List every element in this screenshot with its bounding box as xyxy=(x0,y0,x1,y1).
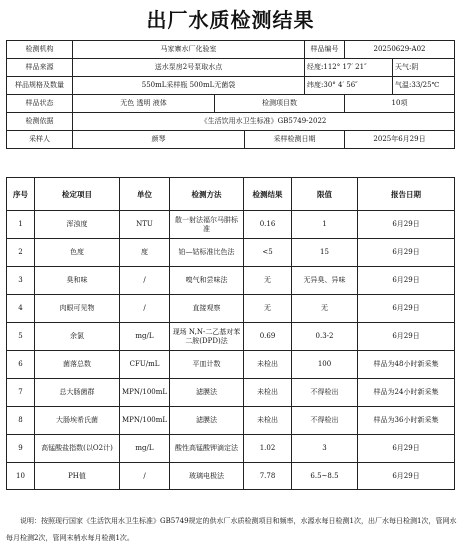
cell-date: 样品为24小时新采集 xyxy=(358,379,455,407)
cell-limit: 0.3-2 xyxy=(292,323,358,351)
longitude-label: 经度: xyxy=(307,63,324,71)
cell-result: 1.02 xyxy=(244,435,292,463)
cell-index: 6 xyxy=(7,351,35,379)
cell-index: 8 xyxy=(7,407,35,435)
cell-limit: 不得检出 xyxy=(292,379,358,407)
basis-label: 检测依据 xyxy=(7,113,73,131)
cell-unit: / xyxy=(120,295,170,323)
cell-unit: 度 xyxy=(120,239,170,267)
cell-date: 6月29日 xyxy=(358,323,455,351)
header-method: 检测方法 xyxy=(170,178,244,211)
cell-limit: 1 xyxy=(292,211,358,239)
cell-limit: 100 xyxy=(292,351,358,379)
date-value: 2025年6月29日 xyxy=(345,131,455,149)
cell-result: 0.16 xyxy=(244,211,292,239)
table-row xyxy=(7,267,455,295)
longitude-value: 112° 17′ 21″ xyxy=(323,63,367,71)
table-row xyxy=(7,407,455,435)
header-index: 序号 xyxy=(7,178,35,211)
basis-value: 《生活饮用水卫生标准》GB5749-2022 xyxy=(73,113,455,131)
cell-limit: 无异臭、异味 xyxy=(292,267,358,295)
weather-value: 阴 xyxy=(411,63,419,71)
state-label: 样品状态 xyxy=(7,95,73,113)
spec-label: 样品规格及数量 xyxy=(7,77,73,95)
cell-limit: 3 xyxy=(292,435,358,463)
cell-result: <5 xyxy=(244,239,292,267)
cell-limit: 无 xyxy=(292,295,358,323)
longitude-cell xyxy=(305,59,393,77)
cell-item: 浑浊度 xyxy=(35,211,120,239)
footnote: 说明：按照现行国家《生活饮用水卫生标准》GB5749规定的供水厂水质检测项目和频率，水源水每日检测1次，出厂水每日检测1次，管网水每月检测2次，管网末梢水每月检测1次。 xyxy=(6,517,457,542)
cell-index: 3 xyxy=(7,267,35,295)
cell-result: 7.78 xyxy=(244,463,292,490)
cell-index: 9 xyxy=(7,435,35,463)
cell-item: 总大肠菌群 xyxy=(35,379,120,407)
cell-unit: MPN/100mL xyxy=(120,379,170,407)
cell-result: 无 xyxy=(244,267,292,295)
latitude-value: 30° 4′ 56″ xyxy=(323,81,358,89)
cell-method: 滤膜法 xyxy=(170,379,244,407)
cell-date: 6月29日 xyxy=(358,463,455,490)
info-row-basis xyxy=(7,113,455,131)
cell-unit: MPN/100mL xyxy=(120,407,170,435)
cell-item: 高锰酸盐指数(以O2计) xyxy=(35,435,120,463)
cell-method: 平皿计数 xyxy=(170,351,244,379)
table-row xyxy=(7,435,455,463)
cell-index: 2 xyxy=(7,239,35,267)
temp-value: 33/25℃ xyxy=(411,81,440,89)
info-row-spec xyxy=(7,77,455,95)
table-row xyxy=(7,323,455,351)
date-label: 采样检测日期 xyxy=(245,131,345,149)
info-row-org xyxy=(7,41,455,59)
header-item: 检定项目 xyxy=(35,178,120,211)
cell-result: 未检出 xyxy=(244,351,292,379)
cell-unit: NTU xyxy=(120,211,170,239)
weather-label: 天气: xyxy=(395,63,412,71)
temp-cell xyxy=(393,77,455,95)
cell-item: 色度 xyxy=(35,239,120,267)
cell-method: 嗅气和尝味法 xyxy=(170,267,244,295)
cell-unit: / xyxy=(120,267,170,295)
page-title: 出厂水质检测结果 xyxy=(146,8,315,32)
table-row xyxy=(7,239,455,267)
table-row xyxy=(7,463,455,490)
cell-unit: / xyxy=(120,463,170,490)
header-limit: 限值 xyxy=(292,178,358,211)
latitude-label: 纬度: xyxy=(307,81,324,89)
cell-item: 大肠埃希氏菌 xyxy=(35,407,120,435)
cell-method: 铂—钴标准比色法 xyxy=(170,239,244,267)
cell-index: 5 xyxy=(7,323,35,351)
results-header-row xyxy=(7,178,455,211)
cell-limit: 6.5~8.5 xyxy=(292,463,358,490)
items-value: 10项 xyxy=(345,95,455,113)
org-value: 马家寨水厂化验室 xyxy=(73,41,305,59)
items-label: 检测项目数 xyxy=(215,95,345,113)
cell-limit: 15 xyxy=(292,239,358,267)
cell-method: 散一射法福尔马肼标准 xyxy=(170,211,244,239)
sample-no-value: 20250629-A02 xyxy=(345,41,455,59)
cell-method: 滤膜法 xyxy=(170,407,244,435)
sample-info-table xyxy=(6,40,455,149)
header-unit: 单位 xyxy=(120,178,170,211)
sampler-label: 采样人 xyxy=(7,131,73,149)
info-row-source xyxy=(7,59,455,77)
cell-method: 玻璃电极法 xyxy=(170,463,244,490)
sample-no-label: 样品编号 xyxy=(305,41,345,59)
cell-item: 菌落总数 xyxy=(35,351,120,379)
cell-result: 0.69 xyxy=(244,323,292,351)
cell-result: 无 xyxy=(244,295,292,323)
cell-method: 直接观察 xyxy=(170,295,244,323)
cell-index: 1 xyxy=(7,211,35,239)
cell-unit: CFU/mL xyxy=(120,351,170,379)
table-row xyxy=(7,295,455,323)
cell-index: 10 xyxy=(7,463,35,490)
weather-cell xyxy=(393,59,455,77)
cell-item: 肉眼可见物 xyxy=(35,295,120,323)
cell-result: 未检出 xyxy=(244,379,292,407)
state-value: 无色 透明 液体 xyxy=(73,95,215,113)
cell-date: 6月29日 xyxy=(358,211,455,239)
header-date: 报告日期 xyxy=(358,178,455,211)
source-label: 样品来源 xyxy=(7,59,73,77)
cell-unit: mg/L xyxy=(120,323,170,351)
org-label: 检测机构 xyxy=(7,41,73,59)
header-result: 检测结果 xyxy=(244,178,292,211)
cell-index: 7 xyxy=(7,379,35,407)
cell-index: 4 xyxy=(7,295,35,323)
table-row xyxy=(7,351,455,379)
sampler-value: 颜琴 xyxy=(73,131,245,149)
cell-item: 余氯 xyxy=(35,323,120,351)
info-row-sampler xyxy=(7,131,455,149)
cell-result: 未检出 xyxy=(244,407,292,435)
table-row xyxy=(7,211,455,239)
cell-date: 6月29日 xyxy=(358,295,455,323)
results-table xyxy=(6,177,455,490)
temp-label: 气温: xyxy=(395,81,412,89)
cell-method: 酸性高锰酸钾滴定法 xyxy=(170,435,244,463)
cell-date: 样品为48小时新采集 xyxy=(358,351,455,379)
cell-item: PH值 xyxy=(35,463,120,490)
cell-limit: 不得检出 xyxy=(292,407,358,435)
table-row xyxy=(7,379,455,407)
info-row-state xyxy=(7,95,455,113)
cell-method: 现场 N,N-二乙基对苯二胺(DPD)法 xyxy=(170,323,244,351)
spec-value: 550mL采样瓶 500mL无菌袋 xyxy=(73,77,305,95)
latitude-cell xyxy=(305,77,393,95)
source-value: 送水泵房2号泵取水点 xyxy=(73,59,305,77)
cell-date: 6月29日 xyxy=(358,239,455,267)
cell-item: 臭和味 xyxy=(35,267,120,295)
cell-date: 6月29日 xyxy=(358,435,455,463)
cell-unit: mg/L xyxy=(120,435,170,463)
cell-date: 6月29日 xyxy=(358,267,455,295)
cell-date: 样品为36小时新采集 xyxy=(358,407,455,435)
